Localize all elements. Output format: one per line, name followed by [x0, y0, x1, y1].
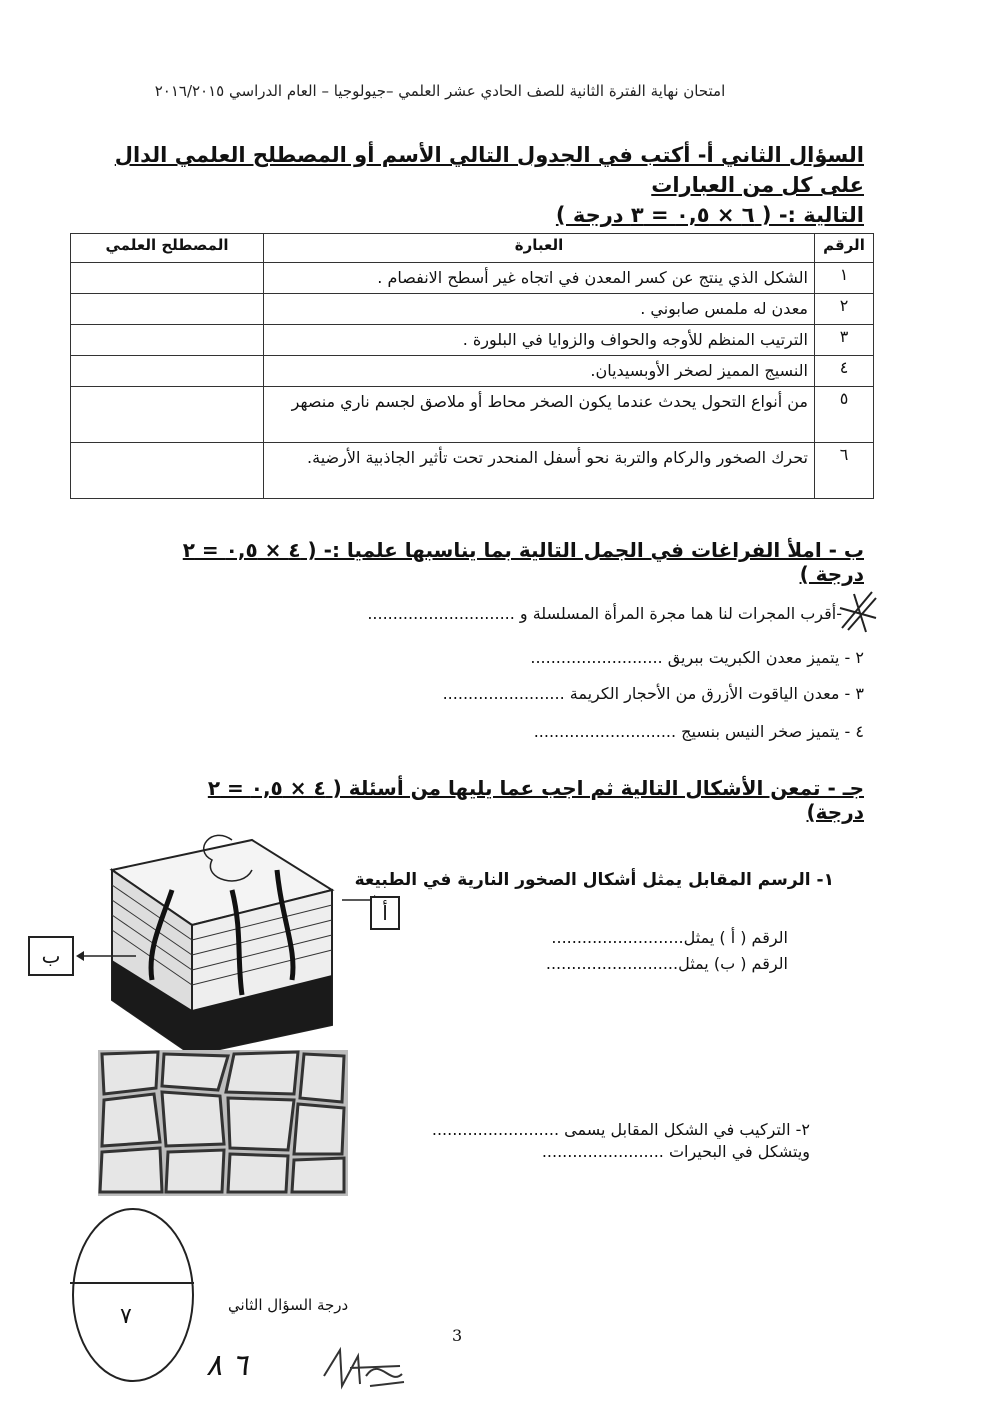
exam-header: امتحان نهاية الفترة الثانية للصف الحادي عشر العلمي –جيولوجيا – العام الدراسي ٢٠١٦/٢٠١٥ [154, 82, 726, 100]
label-b: ب [28, 936, 74, 976]
row-num: ٢ [815, 294, 874, 325]
row-answer-field[interactable] [71, 263, 264, 294]
page-number: 3 [452, 1326, 463, 1345]
question-title-line1: السؤال الثاني أ- أكتب في الجدول التالي الأسم أو المصطلح العلمي الدال على كل من العبارات [114, 143, 864, 197]
igneous-rock-diagram [92, 830, 352, 1060]
row-answer-field[interactable] [71, 443, 264, 499]
fill-item-4[interactable]: ٤ - يتميز صخر النيس بنسيج ............................ [533, 722, 864, 741]
q2-line-1[interactable]: ٢- التركيب في الشكل المقابل يسمى ......................... [431, 1120, 810, 1139]
score-label: درجة السؤال الثاني [228, 1296, 349, 1314]
row-text: الشكل الذي ينتج عن كسر المعدن في اتجاه غير أسطح الانفصام . [264, 263, 815, 294]
section-c-title: جـ - تمعن الأشكال التالية ثم اجب عما يليها من أسئلة ( ٤ × ٠,٥ = ٢ درجة) [207, 776, 864, 824]
row-text: تحرك الصخور والركام والتربة نحو أسفل المنحدر تحت تأثير الجاذبية الأرضية. [264, 443, 815, 499]
table-row [71, 294, 874, 325]
label-a: أ [370, 896, 400, 930]
row-num: ٥ [815, 387, 874, 443]
row-answer-field[interactable] [71, 294, 264, 325]
row-num: ١ [815, 263, 874, 294]
row-text: معدن له ملمس صابوني . [264, 294, 815, 325]
score-divider [70, 1282, 194, 1284]
q1-line-a[interactable]: الرقم ( أ ) يمثل.......................... [551, 928, 788, 947]
row-num: ٣ [815, 325, 874, 356]
score-circle [72, 1208, 194, 1382]
mud-cracks-photo [98, 1050, 348, 1196]
arrow-b-icon [76, 948, 136, 964]
handwritten-note: ٦ ٨ [206, 1348, 248, 1383]
row-num: ٦ [815, 443, 874, 499]
section-b-title: ب - املأ الفراغات في الجمل التالية بما يناسبها علميا :- ( ٤ × ٠,٥ = ٢ درجة ) [182, 538, 864, 586]
question-two-title [74, 140, 864, 230]
terms-table [70, 233, 874, 499]
row-answer-field[interactable] [71, 387, 264, 443]
signature-icon [320, 1346, 406, 1392]
row-text: الترتيب المنظم للأوجه والحواف والزوايا في البلورة . [264, 325, 815, 356]
question-title-line2: التالية :- ( ٦ × ٠,٥ = ٣ درجة ) [555, 203, 864, 227]
row-text: من أنواع التحول يحدث عندما يكون الصخر محاط أو ملاصق لجسم ناري منصهر [264, 387, 815, 443]
table-row [71, 387, 874, 443]
fill-item-3[interactable]: ٣ - معدن الياقوت الأزرق من الأحجار الكريمة ........................ [442, 684, 864, 703]
table-row [71, 325, 874, 356]
row-text: النسيج المميز لصخر الأوبسيديان. [264, 356, 815, 387]
q1-line-b[interactable]: الرقم ( ب) يمثل.......................... [545, 954, 788, 973]
row-answer-field[interactable] [71, 325, 264, 356]
q2-line-2[interactable]: ويتشكل في البحيرات ........................ [541, 1142, 810, 1161]
fill-item-2[interactable]: ٢ - يتميز معدن الكبريت ببريق .......................... [530, 648, 864, 667]
scribble-mark-icon [836, 588, 880, 634]
header-statement: العبارة [264, 234, 815, 263]
table-row [71, 443, 874, 499]
header-term: المصطلح العلمي [71, 234, 264, 263]
row-answer-field[interactable] [71, 356, 264, 387]
table-row [71, 356, 874, 387]
table-header-row [71, 234, 874, 263]
q1-title: ١- الرسم المقابل يمثل أشكال الصخور النارية في الطبيعة [354, 870, 834, 890]
header-num: الرقم [815, 234, 874, 263]
table-row [71, 263, 874, 294]
score-value: ٧ [120, 1304, 132, 1329]
fill-item-1[interactable]: -أقرب المجرات لنا هما مجرة المرأة المسلسلة و ............................. [367, 604, 842, 623]
row-num: ٤ [815, 356, 874, 387]
